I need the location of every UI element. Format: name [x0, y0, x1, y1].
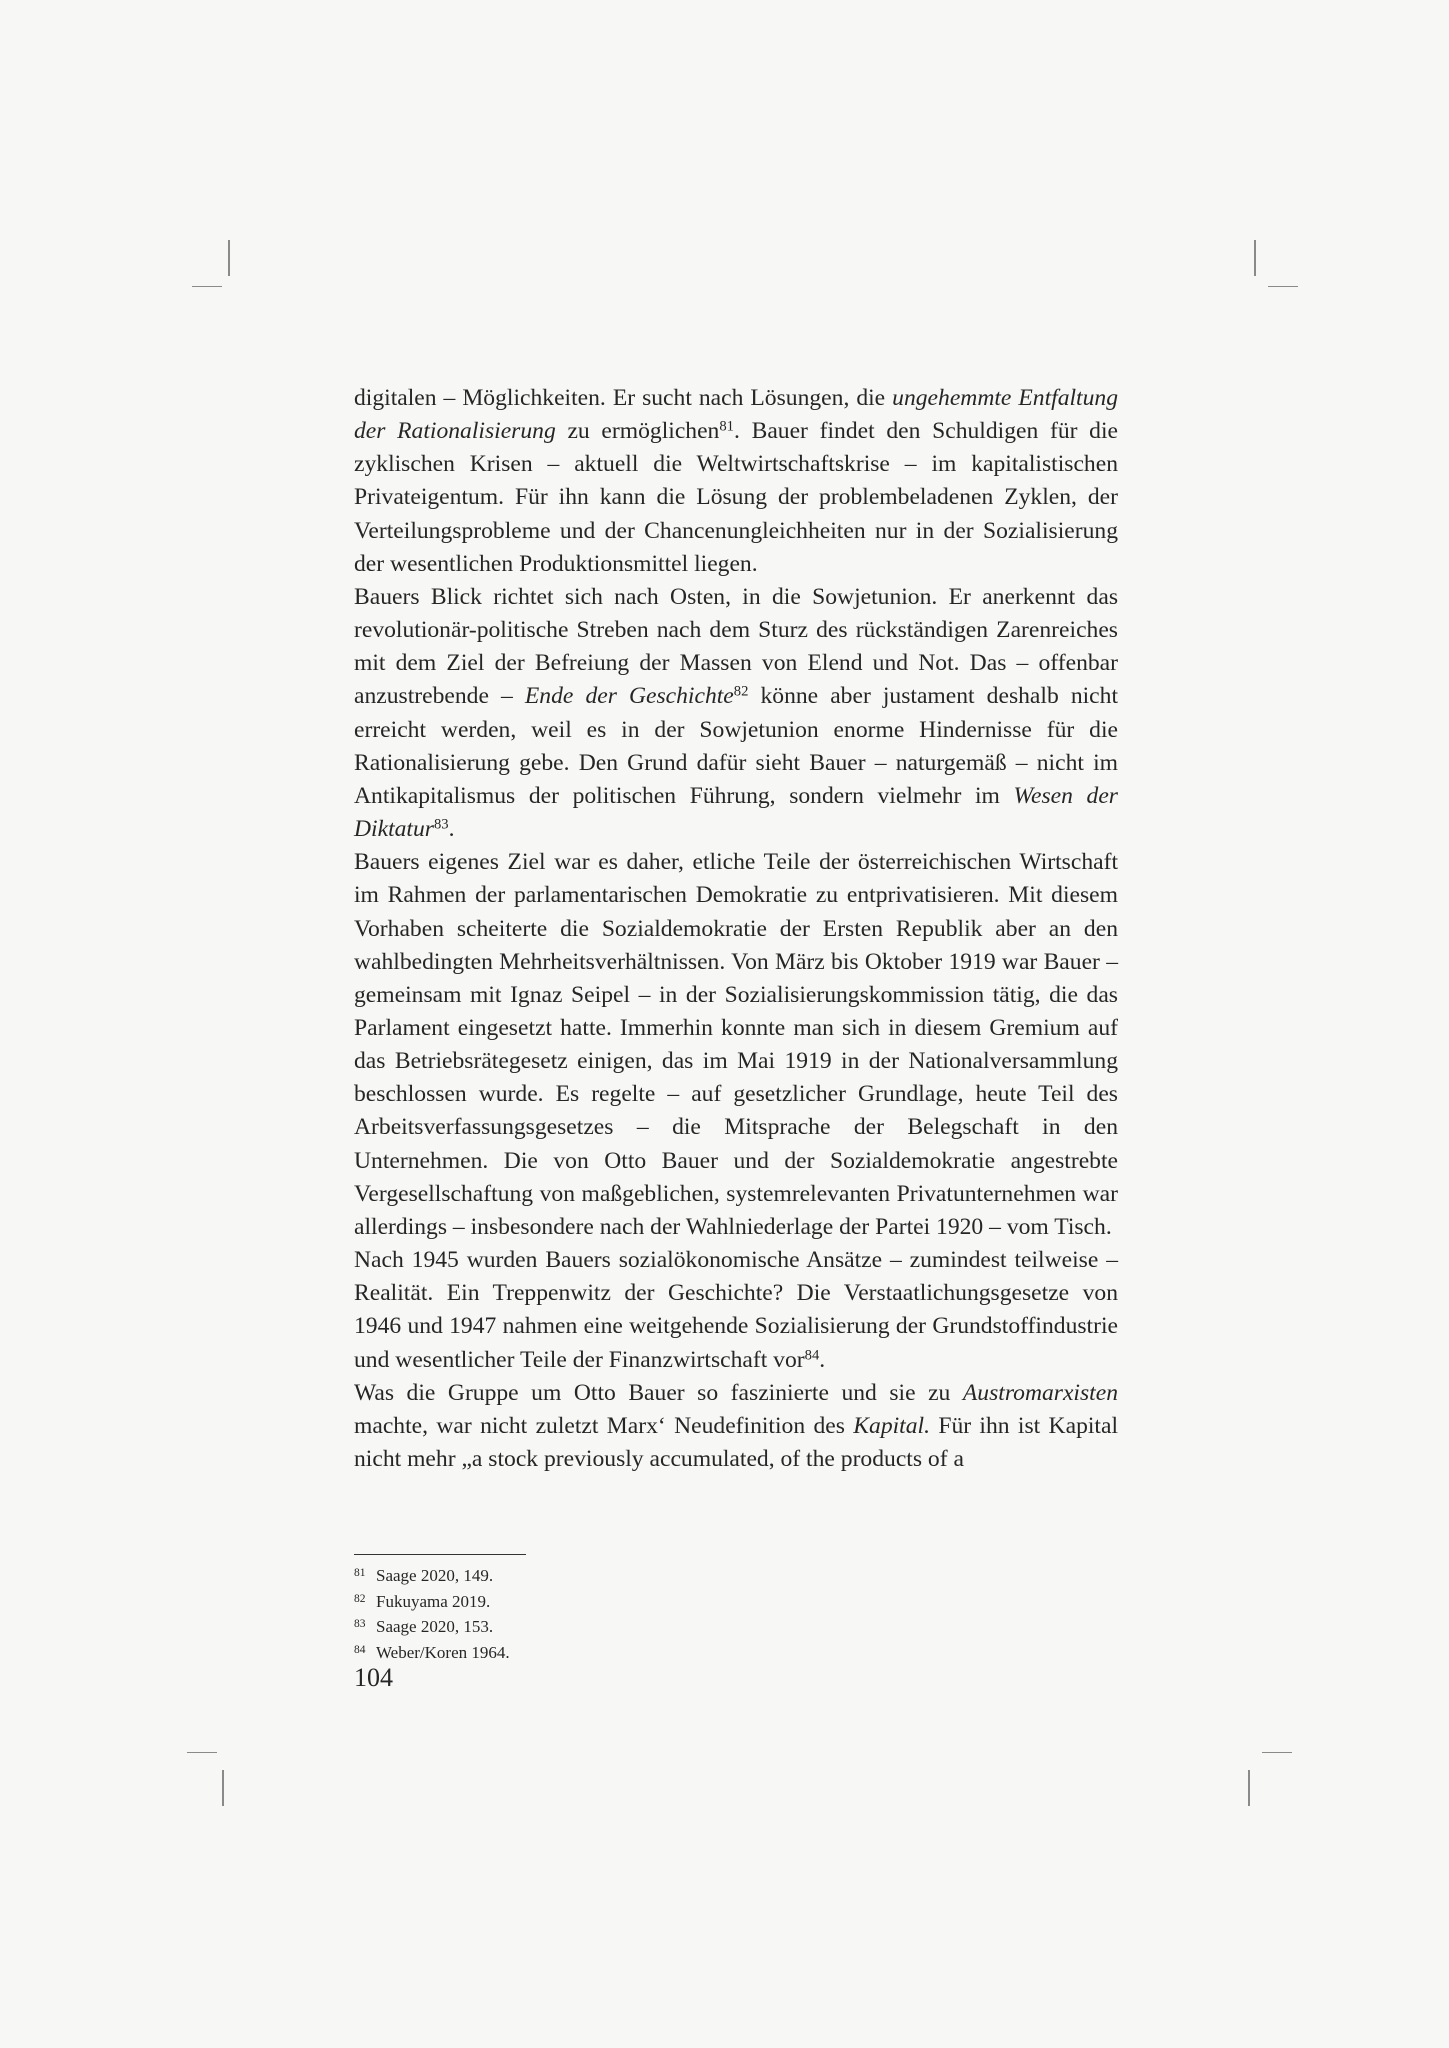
- crop-mark: [228, 240, 230, 276]
- text-run: Bauers Blick richtet sich nach Osten, in die Sowjetunion. Er anerkennt das revolutionär-politische Streben nach dem Sturz des rückständigen Zarenreiches mit dem Ziel der Befreiung der Massen von Elend und Not. Das – offenbar anzustrebende –: [354, 583, 1118, 710]
- paragraph: [354, 1244, 1118, 1377]
- text-run: Nach 1945 wurden Bauers sozialökonomische Ansätze – zumindest teilweise – Realität. Ein Treppenwitz der Geschichte? Die Verstaatlichungsgesetze von 1946 und 1947 nahmen eine weitgehende Sozialisierung der Grundstoffindustrie und wesentlicher Teile der Finanzwirtschaft vor: [354, 1247, 1118, 1373]
- footnote-text: Saage 2020, 149.: [376, 1566, 494, 1585]
- footnote: [354, 1588, 854, 1614]
- text-run: könne aber justament deshalb nicht erreicht werden, weil es in der Sowjetunion enorme Hindernisse für die Rationalisierung gebe. Den Grund dafür sieht Bauer – naturgemäß – nicht im Antikapitalismus der politischen Führung, sondern vielmehr im: [354, 683, 1118, 809]
- text-run: digitalen – Möglichkeiten. Er sucht nach Lösungen, die: [354, 385, 893, 411]
- text-run: zu ermöglichen: [555, 418, 720, 445]
- footnote-separator: [354, 1554, 526, 1555]
- footnote-text: Weber/Koren 1964.: [376, 1642, 510, 1662]
- footnote-text: Fukuyama 2019.: [376, 1591, 491, 1611]
- footnote-number: 83: [354, 1618, 366, 1630]
- crop-mark: [1262, 1752, 1292, 1753]
- footnote-reference: 82: [733, 683, 749, 700]
- footnote: [354, 1562, 854, 1588]
- footnote-reference: 83: [433, 816, 449, 833]
- emphasis-text: Ende der Geschichte: [524, 683, 734, 710]
- emphasis-text: Wesen der Diktatur: [354, 782, 1118, 843]
- body-text: [354, 382, 1118, 1476]
- paragraph: [354, 846, 1118, 1244]
- text-run: Was die Gruppe um Otto Bauer so faszinierte und sie zu: [354, 1379, 963, 1406]
- footnotes: [354, 1562, 854, 1664]
- paragraph: [354, 581, 1118, 846]
- footnote-number: 81: [354, 1567, 366, 1579]
- emphasis-text: Austromarxisten: [962, 1379, 1118, 1406]
- crop-mark: [1268, 286, 1298, 287]
- paragraph: [354, 1377, 1118, 1476]
- page-number: 104: [354, 1663, 393, 1692]
- text-run: Für ihn ist Kapital nicht mehr „a stock previously accumulated, of the products of a: [354, 1412, 1119, 1472]
- footnote-number: 84: [354, 1643, 366, 1656]
- footnote-reference: 84: [804, 1346, 820, 1363]
- crop-mark: [1248, 1770, 1250, 1806]
- crop-mark: [222, 1770, 224, 1806]
- text-run: .: [819, 1346, 826, 1373]
- footnote: [354, 1613, 854, 1639]
- crop-mark: [187, 1752, 217, 1753]
- text-run: .: [448, 816, 455, 843]
- text-run: Bauers eigenes Ziel war es daher, etliche Teile der österreichischen Wirtschaft im Rahmen der parlamentarischen Demokratie zu entprivatisieren. Mit diesem Vorhaben scheiterte die Sozialdemokratie der Ersten Republik aber an den wahlbedingten Mehrheitsverhältnissen. Von März bis Oktober 1919 war Bauer – gemeinsam mit Ignaz Seipel – in der Sozialisierungskommission tätig, die das Parlament eingesetzt hatte. Immerhin konnte man sich in diesem Gremium auf das Betriebsrätegesetz einigen, das im Mai 1919 in der Nationalversammlung beschlossen wurde. Es regelte – auf gesetzlicher Grundlage, heute Teil des Arbeitsverfassungsgesetzes – die Mitsprache der Belegschaft in den Unternehmen. Die von Otto Bauer und der Sozialdemokratie angestrebte Vergesellschaftung von maßgeblichen, systemrelevanten Privatunternehmen war allerdings – insbesondere nach der Wahlniederlage der Partei 1920 – vom Tisch.: [354, 849, 1118, 1240]
- footnote-reference: 81: [719, 418, 734, 435]
- footnote-text: Saage 2020, 153.: [376, 1617, 494, 1636]
- emphasis-text: ungehemmte Entfaltung der Rationalisierung: [354, 385, 1118, 445]
- crop-mark: [192, 286, 222, 287]
- text-run: . Bauer findet den Schuldigen für die zyklischen Krisen – aktuell die Weltwirtschaftskrise – im kapitalistischen Privateigentum. Für ihn kann die Lösung der problembeladenen Zyklen, der Verteilungsprobleme und der Chancenungleichheiten nur in der Sozialisierung der wesentlichen Produktionsmittel liegen.: [354, 418, 1119, 577]
- emphasis-text: Kapital.: [853, 1412, 930, 1439]
- crop-mark: [1254, 240, 1256, 276]
- footnote: [354, 1639, 854, 1665]
- paragraph: [354, 382, 1118, 581]
- footnote-number: 82: [354, 1592, 366, 1605]
- text-run: machte, war nicht zuletzt Marx‘ Neudefinition des: [354, 1412, 854, 1439]
